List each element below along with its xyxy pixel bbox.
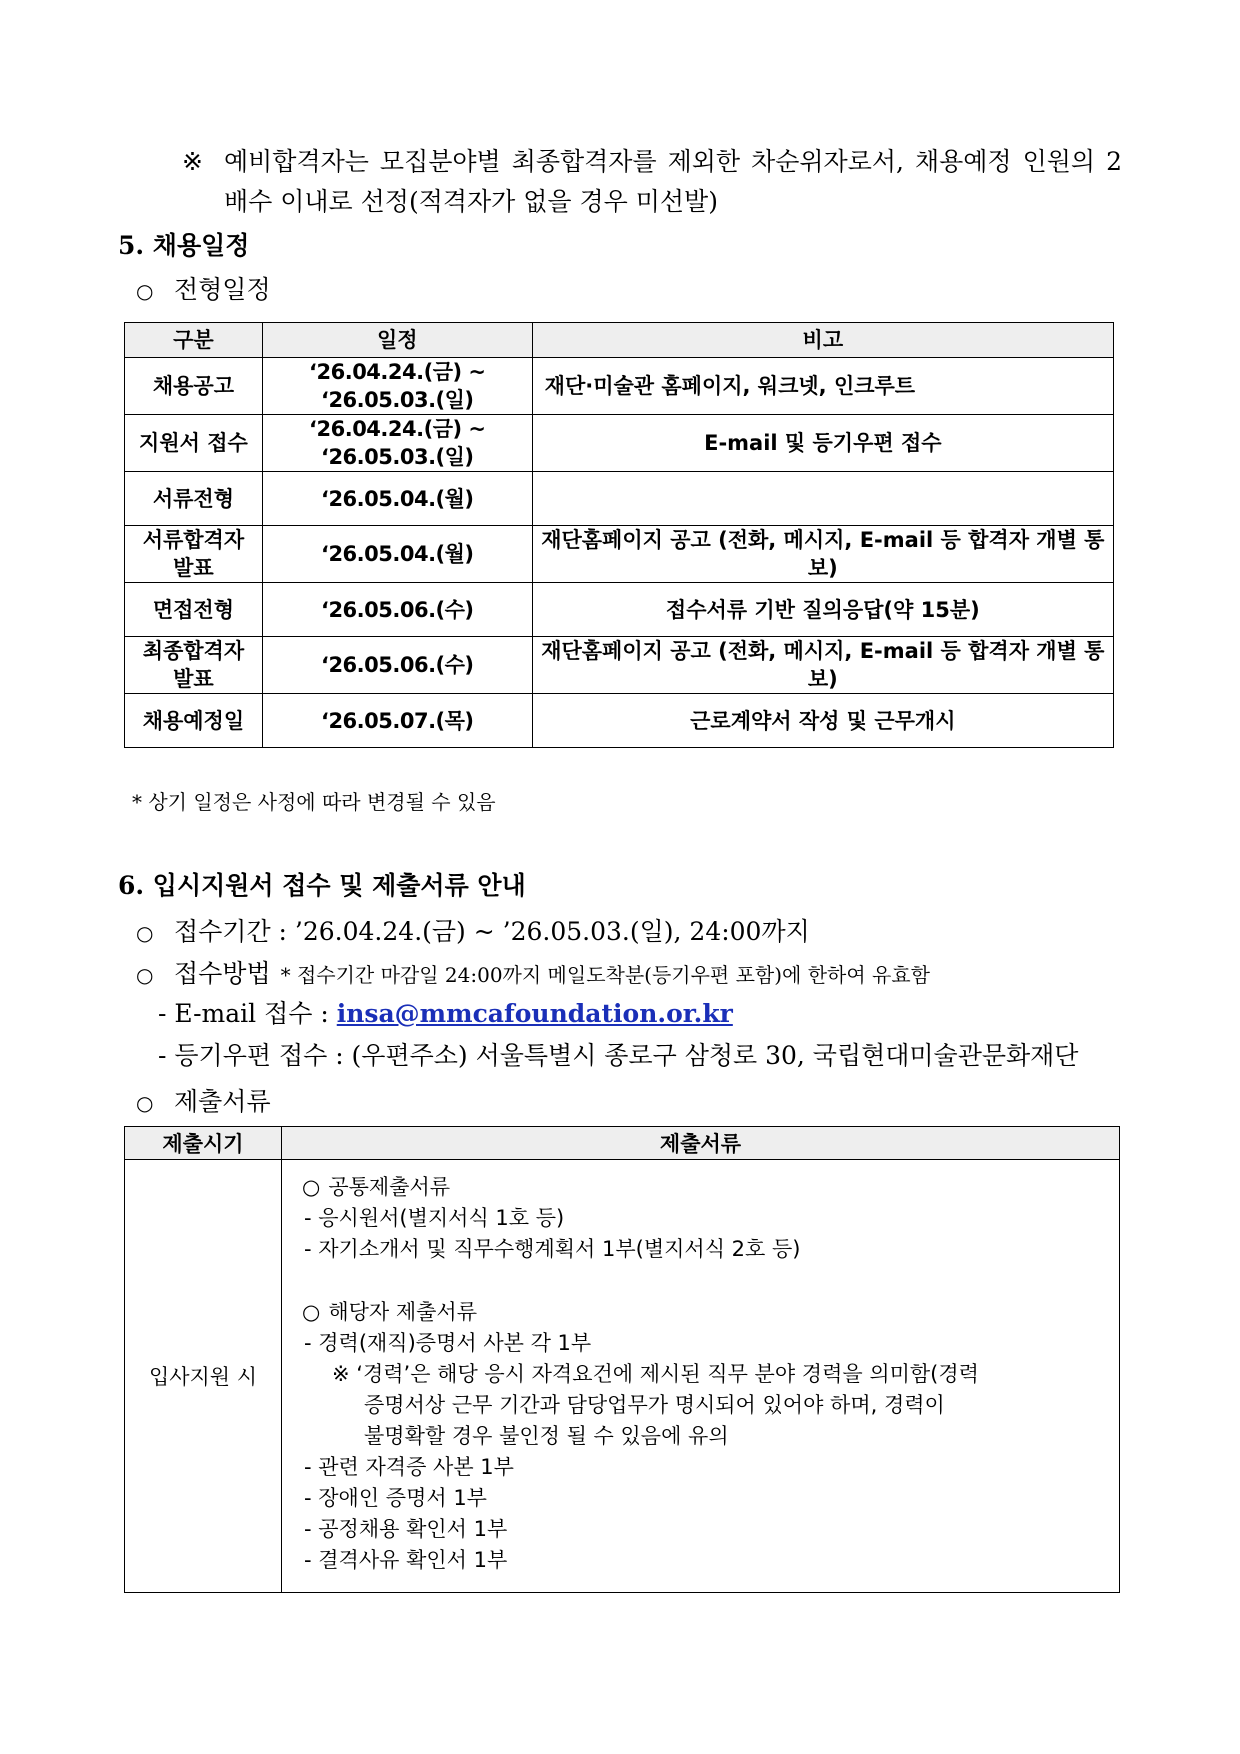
table-row [125,637,1114,694]
date-cell: ‘26.05.07.(목) [262,694,532,748]
email-line [158,994,733,1030]
career-note-line-3: 불명확할 경우 불인정 될 수 있음에 유의 [364,1424,729,1448]
header-date: 일정 [262,323,532,358]
period-text: 접수기간 : ’26.04.24.(금) ~ ’26.05.03.(일), 24:00까지 [174,917,810,946]
post-line: - 등기우편 접수 : (우편주소) 서울특별시 종로구 삼청로 30, 국립현대미술관문화재단 [158,1041,1079,1070]
docs-cell [282,1160,1120,1593]
section-6-title: 6. 입시지원서 접수 및 제출서류 안내 [118,871,526,900]
date-cell: ‘26.04.24.(금) ~ ‘26.05.03.(일) [262,415,532,472]
date-cell: ‘26.05.06.(수) [262,637,532,694]
list-item: - 결격사유 확인서 1부 [304,1548,508,1572]
note-cell: 근로계약서 작성 및 근무개시 [532,694,1113,748]
applicable-docs-title: ○ 해당자 제출서류 [302,1300,478,1324]
circle-bullet-icon: ○ [302,1300,321,1324]
date-cell: ‘26.05.04.(월) [262,472,532,526]
circle-bullet-icon: ○ [136,921,154,945]
list-item: - 자기소개서 및 직무수행계획서 1부(별지서식 2호 등) [304,1237,801,1261]
header-docs: 제출서류 [282,1127,1120,1160]
schedule-footnote: * 상기 일정은 사정에 따라 변경될 수 있음 [132,790,496,814]
date-cell: ‘26.05.04.(월) [262,526,532,583]
stage-cell: 서류합격자 발표 [125,526,263,583]
stage-cell: 채용예정일 [125,694,263,748]
note-cell: 접수서류 기반 질의응답(약 15분) [532,583,1113,637]
stage-cell: 채용공고 [125,358,263,415]
circle-bullet-icon: ○ [136,279,154,303]
method-note: * 접수기간 마감일 24:00까지 메일도착분(등기우편 포함)에 한하여 유효함 [280,963,930,987]
circle-bullet-icon: ○ [136,1091,154,1115]
table-row [125,583,1114,637]
list-item: - 응시원서(별지서식 1호 등) [304,1206,565,1230]
table-row [125,526,1114,583]
career-note-line-2: 증명서상 근무 기간과 담당업무가 명시되어 있어야 하며, 경력이 [364,1393,945,1417]
header-when: 제출시기 [125,1127,282,1160]
reference-mark: ※ [182,147,203,176]
section-5-title: 5. 채용일정 [118,231,250,260]
method-label: 접수방법 [174,959,271,988]
table-row [125,694,1114,748]
list-item: - 경력(재직)증명서 사본 각 1부 [304,1331,592,1355]
documents-table-header [125,1127,1120,1160]
common-docs-title: ○ 공통제출서류 [302,1175,451,1199]
table-row [125,472,1114,526]
stage-cell: 서류전형 [125,472,263,526]
method-bullet [136,954,930,990]
docs-bullet-label: 제출서류 [174,1087,271,1116]
email-link[interactable]: insa@mmcafoundation.or.kr [336,999,733,1028]
schedule-bullet-label: 전형일정 [174,275,271,304]
date-cell: ‘26.05.06.(수) [262,583,532,637]
note-cell: E-mail 및 등기우편 접수 [532,415,1113,472]
stage-cell: 면접전형 [125,583,263,637]
when-cell: 입사지원 시 [125,1160,282,1593]
docs-bullet [136,1082,271,1118]
schedule-table [124,322,1114,748]
list-item: - 관련 자격증 사본 1부 [304,1455,514,1479]
spacer [302,1265,1119,1297]
note-cell: 재단홈페이지 공고 (전화, 메시지, E-mail 등 합격자 개별 통보) [532,526,1113,583]
documents-table [124,1126,1120,1593]
header-stage: 구분 [125,323,263,358]
preliminary-pass-note [182,142,1122,222]
schedule-table-header [125,323,1114,358]
career-note-line-1: ※ ‘경력’은 해당 응시 자격요건에 제시된 직무 분야 경력을 의미함(경력 [332,1362,979,1386]
circle-bullet-icon: ○ [302,1175,321,1199]
header-note: 비고 [532,323,1113,358]
list-item: - 공정채용 확인서 1부 [304,1517,508,1541]
note-cell: 재단·미술관 홈페이지, 워크넷, 인크루트 [532,358,1113,415]
note-cell: 재단홈페이지 공고 (전화, 메시지, E-mail 등 합격자 개별 통보) [532,637,1113,694]
period-bullet [136,912,810,948]
list-item: - 장애인 증명서 1부 [304,1486,487,1510]
stage-cell: 지원서 접수 [125,415,263,472]
email-label: - E-mail 접수 : [158,999,337,1028]
stage-cell: 최종합격자 발표 [125,637,263,694]
note-cell [532,472,1113,526]
circle-bullet-icon: ○ [136,963,154,987]
table-row [125,415,1114,472]
preliminary-pass-note-text: 예비합격자는 모집분야별 최종합격자를 제외한 차순위자로서, 채용예정 인원의 2배수 이내로 선정(적격자가 없을 경우 미선발) [224,147,1122,216]
table-row [125,358,1114,415]
table-row [125,1160,1120,1593]
date-cell: ‘26.04.24.(금) ~ ‘26.05.03.(일) [262,358,532,415]
schedule-bullet [136,270,271,306]
